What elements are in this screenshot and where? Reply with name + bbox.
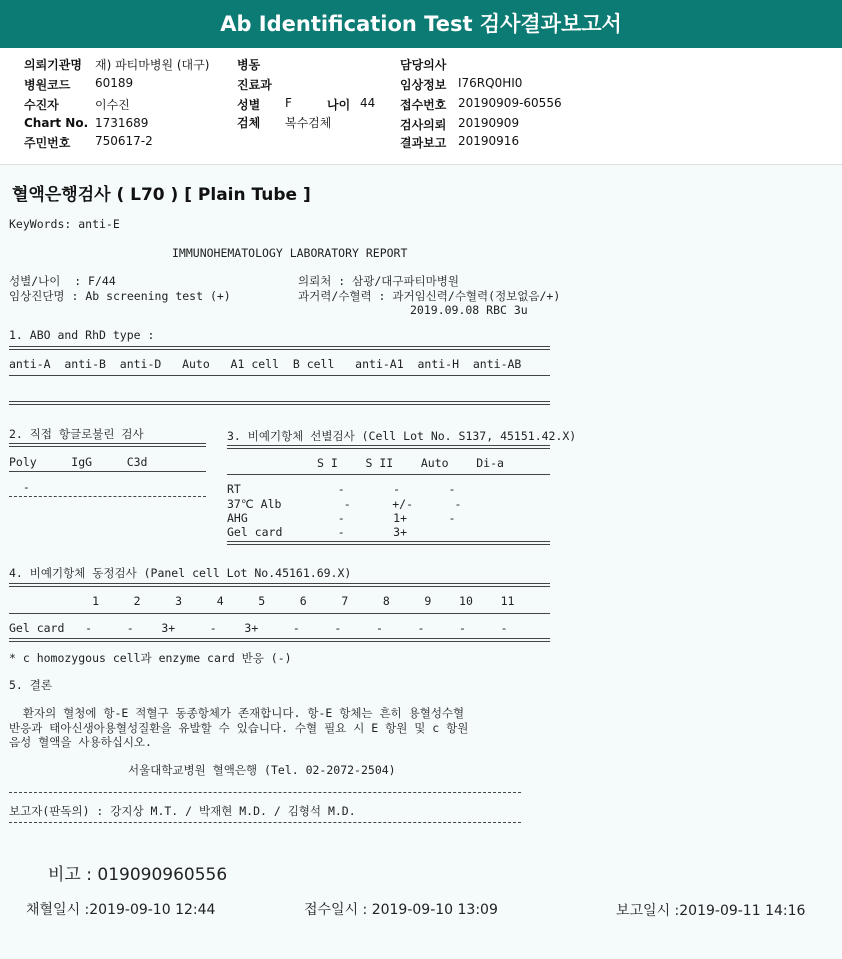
- info-label: 주민번호: [24, 136, 71, 150]
- divider: [9, 792, 521, 793]
- divider: [227, 445, 550, 449]
- panel-title: 4. 비예기항체 동정검사 (Panel cell Lot No.45161.69.X): [9, 566, 352, 580]
- patient-history: 과거력/수혈력 : 과거임신력/수혈력(정보없음/+): [298, 289, 561, 303]
- panel-header: 1 2 3 4 5 6 7 8 9 10 11: [9, 594, 515, 608]
- divider: [9, 375, 550, 376]
- report-header: [0, 0, 842, 48]
- info-value: I76RQ0HI0: [458, 76, 523, 90]
- conclusion-line: 반응과 태아신생아용혈성질환을 유발할 수 있습니다. 수혈 필요 시 E 항원 및 c 항원: [9, 721, 469, 735]
- patient-info-panel: [0, 48, 842, 165]
- conclusion-title: 5. 결론: [9, 678, 52, 692]
- screen-row: 37℃ Alb - +/- -: [227, 497, 462, 511]
- screen-row: AHG - 1+ -: [227, 511, 456, 525]
- info-label: 검체: [237, 116, 261, 130]
- divider: [227, 541, 550, 545]
- info-value: 20190916: [458, 134, 520, 148]
- info-value: 1731689: [95, 116, 149, 130]
- keywords: KeyWords: anti-E: [9, 217, 120, 231]
- info-label: 의뢰기관명: [24, 58, 82, 72]
- divider: [9, 496, 206, 497]
- divider: [9, 822, 521, 823]
- report-sheet: [0, 166, 842, 959]
- dat-header: Poly IgG C3d: [9, 455, 148, 469]
- reporter-line: 보고자(판독의) : 강지상 M.T. / 박재현 M.D. / 김형석 M.D.: [9, 804, 356, 818]
- panel-row: Gel card - - 3+ - 3+ - - - - - -: [9, 621, 508, 635]
- memo-label: 비고 :: [48, 865, 98, 885]
- info-value: 재) 파티마병원 (대구): [95, 58, 210, 72]
- conclusion-line: 환자의 혈청에 항-E 적혈구 동종항체가 존재합니다. 항-E 항체는 흔히 용혈성수혈: [9, 706, 465, 720]
- info-value: 복수검체: [285, 116, 332, 130]
- info-label: 병동: [237, 58, 261, 72]
- info-value: 이수진: [95, 98, 130, 112]
- received-time: 접수일시 : 2019-09-10 13:09: [304, 902, 498, 918]
- info-value: 44: [360, 96, 376, 110]
- info-value: 20190909-60556: [458, 96, 562, 110]
- memo: [48, 860, 227, 885]
- screen-row: Gel card - 3+: [227, 525, 408, 539]
- info-value: 750617-2: [95, 134, 153, 148]
- memo-value: 019090960556: [97, 865, 228, 885]
- abo-header: anti-A anti-B anti-D Auto A1 cell B cell anti-A1 anti-H anti-AB: [9, 357, 522, 371]
- patient-sex-age: 성별/나이 : F/44: [9, 274, 116, 288]
- patient-requester: 의뢰처 : 삼광/대구파티마병원: [298, 274, 460, 288]
- divider: [9, 401, 550, 405]
- info-label: 나이: [327, 98, 351, 112]
- screen-title: 3. 비예기항체 선별검사 (Cell Lot No. S137, 45151.42.X): [227, 429, 577, 443]
- divider: [9, 443, 206, 447]
- lab-title: IMMUNOHEMATOLOGY LABORATORY REPORT: [172, 246, 408, 260]
- collected-time: 채혈일시 :2019-09-10 12:44: [26, 902, 216, 918]
- section-title: 혈액은행검사 ( L70 ) [ Plain Tube ]: [12, 185, 311, 205]
- patient-diagnosis: 임상진단명 : Ab screening test (+): [9, 289, 231, 303]
- report-title: Ab Identification Test 검사결과보고서: [220, 12, 622, 36]
- panel-note: * c homozygous cell과 enzyme card 반응 (-): [9, 651, 292, 665]
- reported-time: 보고일시 :2019-09-11 14:16: [616, 903, 806, 919]
- screen-row: RT - - -: [227, 482, 456, 496]
- divider: [9, 346, 550, 350]
- info-label: 접수번호: [400, 98, 447, 112]
- info-value: 60189: [95, 76, 134, 90]
- info-label: 성별: [237, 98, 261, 112]
- info-label: 검사의뢰: [400, 118, 447, 132]
- info-label: 진료과: [237, 78, 272, 92]
- abo-title: 1. ABO and RhD type :: [9, 328, 155, 342]
- info-label: 임상정보: [400, 78, 447, 92]
- patient-transfusion: 2019.09.08 RBC 3u: [410, 303, 528, 317]
- info-value: 20190909: [458, 116, 520, 130]
- info-label: 수진자: [24, 98, 59, 112]
- info-label: 병원코드: [24, 78, 71, 92]
- conclusion-line: 음성 혈액을 사용하십시오.: [9, 735, 152, 749]
- divider: [9, 638, 550, 642]
- dat-value: -: [9, 480, 30, 494]
- info-label: Chart No.: [24, 116, 89, 130]
- screen-header: S I S II Auto Di-a: [227, 456, 504, 470]
- info-label: 결과보고: [400, 136, 447, 150]
- divider: [9, 613, 550, 614]
- hospital-line: 서울대학교병원 혈액은행 (Tel. 02-2072-2504): [128, 763, 396, 777]
- divider: [9, 583, 550, 587]
- info-label: 담당의사: [400, 58, 447, 72]
- info-value: F: [285, 96, 292, 110]
- divider: [9, 471, 206, 472]
- divider: [227, 474, 550, 475]
- dat-title: 2. 직접 항글로불린 검사: [9, 427, 144, 441]
